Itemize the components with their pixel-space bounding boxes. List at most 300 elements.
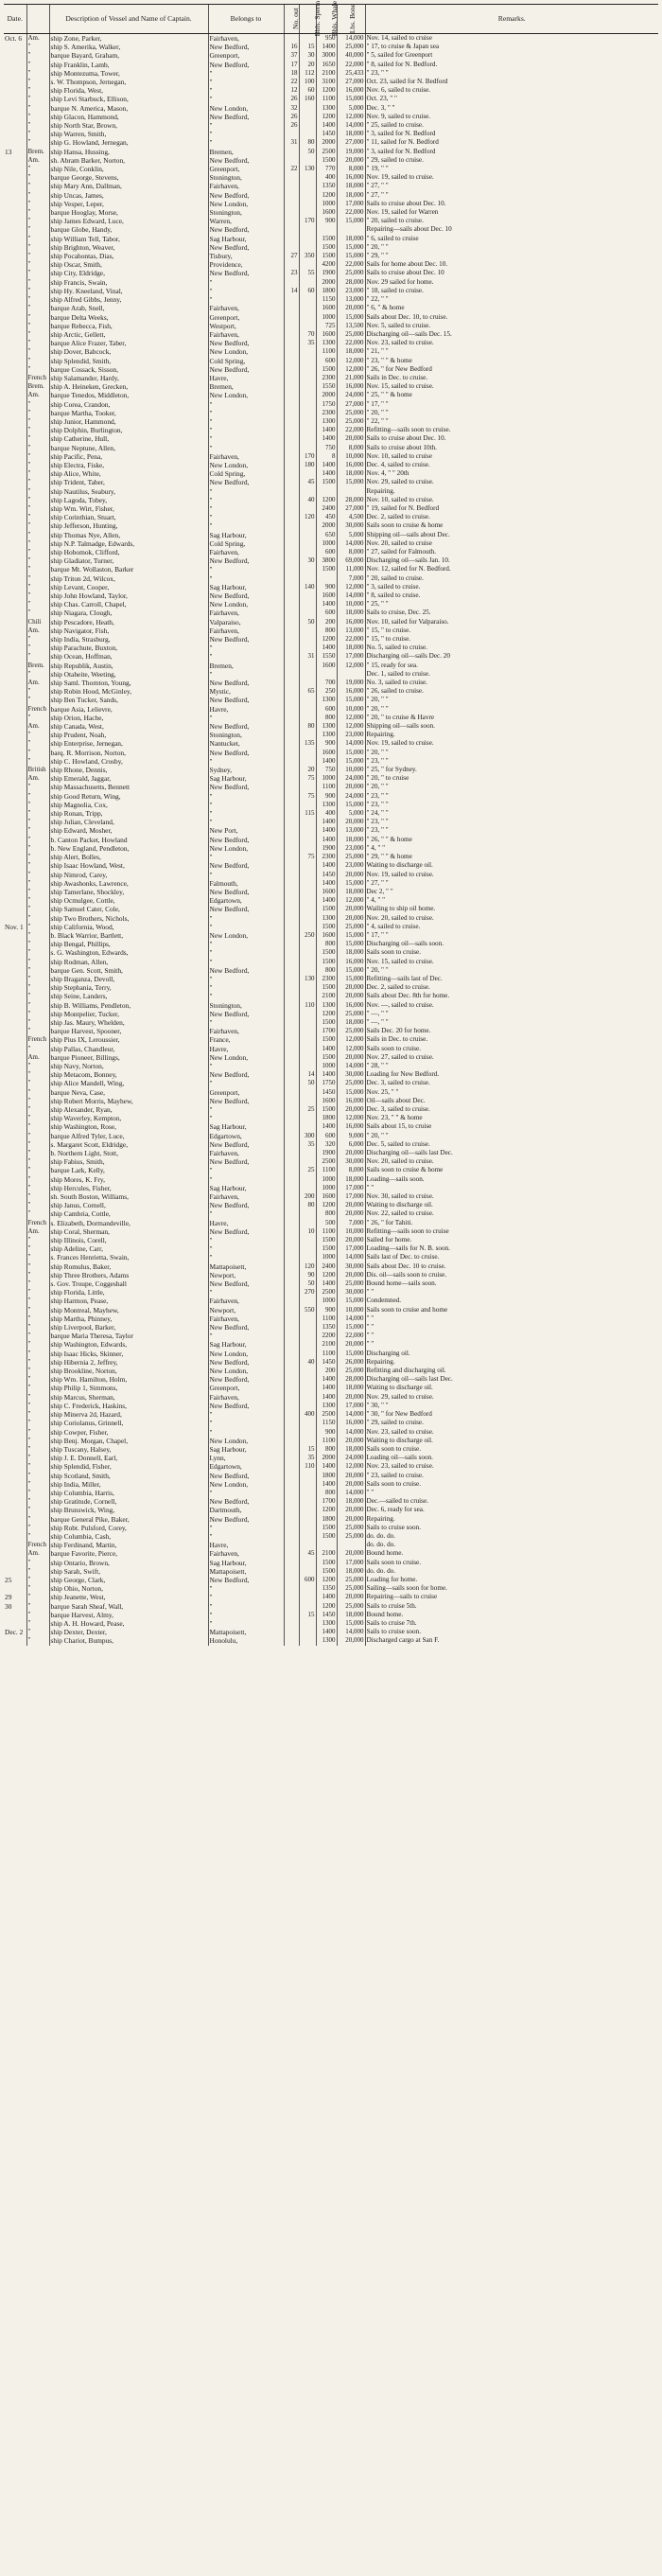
remarks-cell: Nov. 22, sailed to cruise. — [365, 1209, 658, 1218]
remarks-cell: " 17, " " — [365, 400, 658, 409]
sperm-cell — [299, 1636, 316, 1645]
remarks-cell: Sails about Dec. 8th for home. — [365, 992, 658, 1000]
bone-cell: 18,000 — [337, 469, 365, 478]
port-cell: Westport, — [208, 322, 284, 330]
sperm-cell: 35 — [299, 1454, 316, 1462]
nation-cell: " — [26, 670, 49, 679]
months-cell — [284, 304, 299, 312]
months-cell — [284, 1576, 299, 1584]
vessel-cell: ship James Edward, Luce, — [49, 217, 208, 225]
nation-cell: " — [26, 1279, 49, 1288]
vessel-cell: ship Nile, Conklin, — [49, 165, 208, 173]
nation-cell: " — [26, 487, 49, 496]
header-nationality — [26, 5, 49, 34]
port-cell: Cold Spring, — [208, 539, 284, 548]
whale-cell: 1300 — [316, 696, 337, 704]
date-cell — [4, 836, 26, 844]
date-cell — [4, 626, 26, 635]
table-row — [4, 374, 658, 382]
nation-cell: " — [26, 931, 49, 940]
nation-cell: " — [26, 260, 49, 269]
sperm-cell: 15 — [299, 1611, 316, 1619]
whale-cell: 1500 — [316, 1053, 337, 1062]
nation-cell: " — [26, 731, 49, 739]
remarks-cell: Nov. 19, sailed for Warren — [365, 208, 658, 217]
date-cell — [4, 948, 26, 957]
date-cell — [4, 696, 26, 704]
months-cell — [284, 339, 299, 347]
sperm-cell — [299, 191, 316, 200]
vessel-cell: ship Bengal, Phillips, — [49, 940, 208, 948]
months-cell — [284, 1027, 299, 1035]
remarks-cell: Discharging oil. — [365, 1350, 658, 1358]
remarks-cell: " 29, " " — [365, 252, 658, 260]
bone-cell: 15,000 — [337, 478, 365, 486]
table-row — [4, 644, 658, 652]
table-row — [4, 322, 658, 330]
bone-cell: 18,000 — [337, 235, 365, 243]
remarks-cell: Dec. 6, ready for sea. — [365, 1506, 658, 1514]
nation-cell: " — [26, 417, 49, 426]
port-cell: France, — [208, 1035, 284, 1044]
vessel-cell: ship Mores, K. Fry, — [49, 1175, 208, 1184]
months-cell — [284, 382, 299, 391]
vessel-cell: ship Parachute, Buxton, — [49, 644, 208, 652]
remarks-cell: Nov. 10, sailed for Valparaiso. — [365, 618, 658, 626]
nation-cell: " — [26, 78, 49, 86]
date-cell: 29 — [5, 1593, 12, 1602]
months-cell — [284, 905, 299, 913]
table-row — [4, 1350, 658, 1358]
vessel-cell: b. Black Warrior, Bartlett, — [49, 931, 208, 940]
bone-cell: 18,000 — [337, 609, 365, 617]
port-cell: Sag Harbour, — [208, 1122, 284, 1131]
sperm-cell — [299, 225, 316, 234]
months-cell — [284, 757, 299, 766]
vessel-cell: ship Three Brothers, Adams — [49, 1271, 208, 1279]
date-cell: Oct. 6 — [5, 34, 23, 43]
sperm-cell — [299, 1350, 316, 1358]
nation-cell: " — [26, 652, 49, 661]
remarks-cell: Nov. 23, sailed to cruise. — [365, 1428, 658, 1437]
vessel-cell: ship Navigator, Fish, — [49, 626, 208, 635]
sperm-cell — [299, 1419, 316, 1427]
port-cell: " — [208, 1114, 284, 1122]
date-cell — [4, 487, 26, 496]
sperm-cell — [299, 861, 316, 870]
nation-cell: " — [26, 1419, 49, 1427]
table-row — [4, 1271, 658, 1279]
bone-cell: 15,000 — [337, 966, 365, 975]
port-cell: " — [208, 278, 284, 287]
date-cell — [4, 1114, 26, 1122]
remarks-cell: " 20, " " — [365, 705, 658, 714]
months-cell: 12 — [284, 86, 299, 95]
table-row — [4, 1524, 658, 1532]
whale-cell: 1200 — [316, 1271, 337, 1279]
remarks-cell: Bound home—sails soon. — [365, 1279, 658, 1288]
nation-cell: Brem. — [26, 662, 49, 670]
port-cell: Sag Harbour, — [208, 1559, 284, 1567]
whale-cell: 1350 — [316, 182, 337, 190]
whale-cell: 1000 — [316, 1253, 337, 1262]
table-row — [4, 879, 658, 888]
whale-cell: 950 — [316, 34, 337, 44]
remarks-cell: " 28, " " — [365, 1062, 658, 1070]
sperm-cell — [299, 1559, 316, 1567]
whale-cell: 1100 — [316, 1314, 337, 1323]
vessel-cell: ship Splendid, Fisher, — [49, 1462, 208, 1471]
remarks-cell: Dec 2, " " — [365, 888, 658, 896]
whale-cell: 1100 — [316, 95, 337, 103]
months-cell — [284, 217, 299, 225]
sperm-cell: 30 — [299, 556, 316, 565]
months-cell: 22 — [284, 165, 299, 173]
port-cell: " — [208, 444, 284, 452]
port-cell: New Bedford, — [208, 1140, 284, 1149]
months-cell — [284, 1489, 299, 1497]
whale-cell: 1400 — [316, 836, 337, 844]
nation-cell: Am. — [26, 626, 49, 635]
bone-cell: 14,000 — [337, 739, 365, 748]
vessel-cell: ship Gladiator, Turner, — [49, 556, 208, 565]
bone-cell: 8,000 — [337, 444, 365, 452]
sperm-cell: 30 — [299, 51, 316, 60]
port-cell: New Port, — [208, 826, 284, 835]
nation-cell: Brem. — [26, 148, 49, 156]
nation-cell: Chili — [26, 618, 49, 626]
sperm-cell — [299, 374, 316, 382]
vessel-cell: barque Gen. Scott, Smith, — [49, 966, 208, 975]
nation-cell: " — [26, 1567, 49, 1576]
port-cell: New Bedford, — [208, 365, 284, 374]
date-cell — [4, 1253, 26, 1262]
months-cell — [284, 400, 299, 409]
date-cell — [4, 461, 26, 469]
whale-cell: 1400 — [316, 826, 337, 835]
sperm-cell — [299, 1402, 316, 1410]
port-cell: Greenport, — [208, 1384, 284, 1392]
table-row — [4, 1097, 658, 1105]
remarks-cell: Repairing—sails to cruise — [365, 1593, 658, 1601]
port-cell: " — [208, 958, 284, 966]
bone-cell: 10,000 — [337, 705, 365, 714]
table-row — [4, 1602, 658, 1611]
sperm-cell — [299, 1027, 316, 1035]
months-cell — [284, 1279, 299, 1288]
table-row — [4, 1166, 658, 1174]
bone-cell: 18,000 — [337, 1445, 365, 1454]
date-cell: 30 — [5, 1601, 12, 1611]
sperm-cell — [299, 1053, 316, 1062]
port-cell: " — [208, 1175, 284, 1184]
bone-cell: 27,000 — [337, 504, 365, 513]
port-cell: " — [208, 86, 284, 95]
table-row — [4, 478, 658, 486]
date-cell — [4, 1192, 26, 1201]
whale-cell: 800 — [316, 1445, 337, 1454]
date-cell — [4, 861, 26, 870]
date-cell — [4, 574, 26, 583]
months-cell — [284, 478, 299, 486]
vessel-cell: s. Elizabeth, Dormandeville, — [49, 1219, 208, 1227]
sperm-cell: 140 — [299, 583, 316, 591]
bone-cell: 12,000 — [337, 896, 365, 905]
table-row — [4, 69, 658, 78]
date-cell — [4, 113, 26, 121]
remarks-cell: " 30, " " — [365, 1402, 658, 1410]
whale-cell: 600 — [316, 1132, 337, 1140]
table-row — [4, 208, 658, 217]
table-row — [4, 696, 658, 704]
header-row — [4, 5, 658, 34]
table-row — [4, 1114, 658, 1122]
vessel-cell: s. W. Thompson, Jernegan, — [49, 78, 208, 86]
port-cell: New London, — [208, 1053, 284, 1062]
port-cell: " — [208, 983, 284, 992]
vessel-cell: ship Magnolia, Cox, — [49, 801, 208, 809]
nation-cell: " — [26, 1445, 49, 1454]
vessel-cell: ship Hobomok, Clifford, — [49, 548, 208, 556]
bone-cell: 5,000 — [337, 809, 365, 818]
whale-cell: 1400 — [316, 1480, 337, 1489]
vessel-cell: barque General Pike, Baker, — [49, 1515, 208, 1524]
months-cell: 18 — [284, 69, 299, 78]
sperm-cell: 100 — [299, 78, 316, 86]
bone-cell: 20,000 — [337, 1271, 365, 1279]
remarks-cell: " 21, " " — [365, 347, 658, 356]
months-cell — [284, 836, 299, 844]
whale-cell: 1300 — [316, 1619, 337, 1628]
months-cell — [284, 1253, 299, 1262]
date-cell — [4, 792, 26, 801]
port-cell: Fairhaven, — [208, 548, 284, 556]
port-cell: " — [208, 652, 284, 661]
remarks-cell: Oil—sails about Dec. — [365, 1097, 658, 1105]
nation-cell: " — [26, 600, 49, 609]
bone-cell: 12,000 — [337, 583, 365, 591]
bone-cell: 20,000 — [337, 818, 365, 826]
vessel-cell: ship Braganza, Devoll, — [49, 975, 208, 983]
bone-cell: 15,000 — [337, 1350, 365, 1358]
sperm-cell: 112 — [299, 69, 316, 78]
table-row — [4, 1122, 658, 1131]
sperm-cell — [299, 182, 316, 190]
bone-cell: 16,000 — [337, 958, 365, 966]
months-cell — [284, 1445, 299, 1454]
table-row — [4, 1297, 658, 1305]
port-cell: New London, — [208, 347, 284, 356]
remarks-cell: Discharging oil—sails last Dec. — [365, 1375, 658, 1384]
nation-cell: " — [26, 923, 49, 931]
months-cell — [284, 1602, 299, 1611]
port-cell: Bremen, — [208, 148, 284, 156]
sperm-cell — [299, 783, 316, 791]
port-cell: Cold Spring, — [208, 469, 284, 478]
date-cell — [4, 1184, 26, 1192]
remarks-cell: Wailing to ship oil home. — [365, 905, 658, 913]
port-cell: " — [208, 1410, 284, 1419]
nation-cell: " — [26, 304, 49, 312]
date-cell — [4, 191, 26, 200]
remarks-cell: " 3, sailed for N. Bedford — [365, 130, 658, 138]
date-cell — [4, 679, 26, 687]
whale-cell: 650 — [316, 531, 337, 539]
bone-cell — [337, 487, 365, 496]
remarks-cell: Sails Dec. 20 for home. — [365, 1027, 658, 1035]
months-cell — [284, 618, 299, 626]
nation-cell: " — [26, 871, 49, 879]
whale-cell: 1100 — [316, 1166, 337, 1174]
table-row — [4, 1541, 658, 1549]
bone-cell: 15,000 — [337, 749, 365, 757]
remarks-cell: Sails for home about Dec. 10. — [365, 260, 658, 269]
remarks-cell: " 20, sailed to cruise. — [365, 217, 658, 225]
whale-cell: 1500 — [316, 252, 337, 260]
vessel-cell: ship Ferdinand, Martin, — [49, 1541, 208, 1549]
date-cell — [4, 269, 26, 277]
whale-cell: 1750 — [316, 400, 337, 409]
months-cell — [284, 801, 299, 809]
whale-cell — [316, 1541, 337, 1549]
sperm-cell: 55 — [299, 269, 316, 277]
port-cell: Fairhaven, — [208, 1393, 284, 1402]
whale-cell: 1400 — [316, 757, 337, 766]
bone-cell: 16,000 — [337, 1001, 365, 1010]
sperm-cell — [299, 113, 316, 121]
months-cell — [284, 749, 299, 757]
sperm-cell — [299, 1097, 316, 1105]
table-row — [4, 1549, 658, 1558]
table-row — [4, 1236, 658, 1244]
table-row — [4, 618, 658, 626]
vessel-cell: ship Hy. Kneeland, Vinal, — [49, 287, 208, 295]
sperm-cell — [299, 539, 316, 548]
nation-cell: " — [26, 958, 49, 966]
months-cell: 23 — [284, 269, 299, 277]
nation-cell: " — [26, 339, 49, 347]
date-cell — [4, 783, 26, 791]
port-cell: Sag Harbour, — [208, 1445, 284, 1454]
sperm-cell: 40 — [299, 1358, 316, 1367]
whale-cell: 1600 — [316, 330, 337, 339]
remarks-cell: Discharging oil—sails Dec. 15. — [365, 330, 658, 339]
remarks-cell: Nov. —, sailed to cruise. — [365, 1001, 658, 1010]
sperm-cell: 270 — [299, 1288, 316, 1297]
whale-cell: 1300 — [316, 722, 337, 731]
table-row — [4, 626, 658, 635]
vessel-cell: ship Warren, Smith, — [49, 130, 208, 138]
nation-cell: " — [26, 1149, 49, 1157]
nation-cell: " — [26, 1166, 49, 1174]
bone-cell: 13,500 — [337, 322, 365, 330]
vessel-cell: ship Ocmulgee, Cottle, — [49, 896, 208, 905]
vessel-cell: ship Ronan, Tripp, — [49, 809, 208, 818]
vessel-cell: ship Philip 1, Simmons, — [49, 1384, 208, 1392]
sperm-cell: 130 — [299, 165, 316, 173]
months-cell — [284, 487, 299, 496]
nation-cell: " — [26, 1472, 49, 1480]
nation-cell: " — [26, 1062, 49, 1070]
table-row — [4, 705, 658, 714]
table-row — [4, 609, 658, 617]
nation-cell: " — [26, 583, 49, 591]
port-cell: Fairhaven, — [208, 1314, 284, 1323]
table-row — [4, 1018, 658, 1027]
whale-cell: 1100 — [316, 1227, 337, 1236]
whale-cell: 2300 — [316, 853, 337, 861]
date-cell — [4, 1271, 26, 1279]
vessel-cell: ship Navy, Norton, — [49, 1062, 208, 1070]
table-row — [4, 1384, 658, 1392]
bone-cell: 25,000 — [337, 1027, 365, 1035]
months-cell — [284, 1472, 299, 1480]
whale-cell: 1000 — [316, 539, 337, 548]
table-row — [4, 1149, 658, 1157]
months-cell — [284, 879, 299, 888]
port-cell: Cold Spring, — [208, 357, 284, 365]
remarks-cell: Dec. 5, sailed to cruise. — [365, 1140, 658, 1149]
date-cell — [4, 1419, 26, 1427]
months-cell — [284, 1062, 299, 1070]
port-cell: Fairhaven, — [208, 452, 284, 461]
remarks-cell: Dec. 2, sailed to cruise. — [365, 983, 658, 992]
bone-cell: 16,000 — [337, 86, 365, 95]
vessel-cell: ship Dover, Babcock, — [49, 347, 208, 356]
remarks-cell: Sails in Dec. to cruise. — [365, 1035, 658, 1044]
vessel-cell: ship Stephania, Terry, — [49, 983, 208, 992]
whale-cell: 1450 — [316, 130, 337, 138]
remarks-cell: " 6, " & home — [365, 304, 658, 312]
months-cell — [284, 1340, 299, 1349]
table-row — [4, 313, 658, 322]
port-cell: New Bedford, — [208, 1227, 284, 1236]
date-cell — [4, 409, 26, 417]
bone-cell: 30,000 — [337, 1070, 365, 1079]
months-cell — [284, 130, 299, 138]
port-cell: New Bedford, — [208, 591, 284, 600]
sperm-cell — [299, 1384, 316, 1392]
months-cell — [284, 687, 299, 696]
sperm-cell: 35 — [299, 339, 316, 347]
months-cell — [284, 1549, 299, 1558]
nation-cell: " — [26, 1454, 49, 1462]
date-cell: 13 — [5, 147, 12, 156]
nation-cell: " — [26, 243, 49, 252]
vessel-cell: ship George, Clark, — [49, 1576, 208, 1584]
table-row — [4, 1375, 658, 1384]
nation-cell: " — [26, 1375, 49, 1384]
nation-cell: Am. — [26, 679, 49, 687]
table-row — [4, 809, 658, 818]
vessel-cell: ship Hibernia 2, Jeffrey, — [49, 1358, 208, 1367]
remarks-cell: " 4, " " — [365, 896, 658, 905]
remarks-cell: " 25, " " & home — [365, 391, 658, 399]
whale-cell: 1500 — [316, 1236, 337, 1244]
whale-cell: 1500 — [316, 365, 337, 374]
remarks-cell: " —, " " — [365, 1010, 658, 1018]
bone-cell: 69,000 — [337, 556, 365, 565]
bone-cell: 14,000 — [337, 1062, 365, 1070]
sperm-cell: 200 — [299, 1192, 316, 1201]
whale-cell: 200 — [316, 1367, 337, 1375]
date-cell — [4, 644, 26, 652]
remarks-cell: " 20, " " — [365, 696, 658, 704]
months-cell — [284, 1350, 299, 1358]
bone-cell: 12,000 — [337, 1045, 365, 1053]
bone-cell: 15,000 — [337, 313, 365, 322]
bone-cell: 8,000 — [337, 1166, 365, 1174]
